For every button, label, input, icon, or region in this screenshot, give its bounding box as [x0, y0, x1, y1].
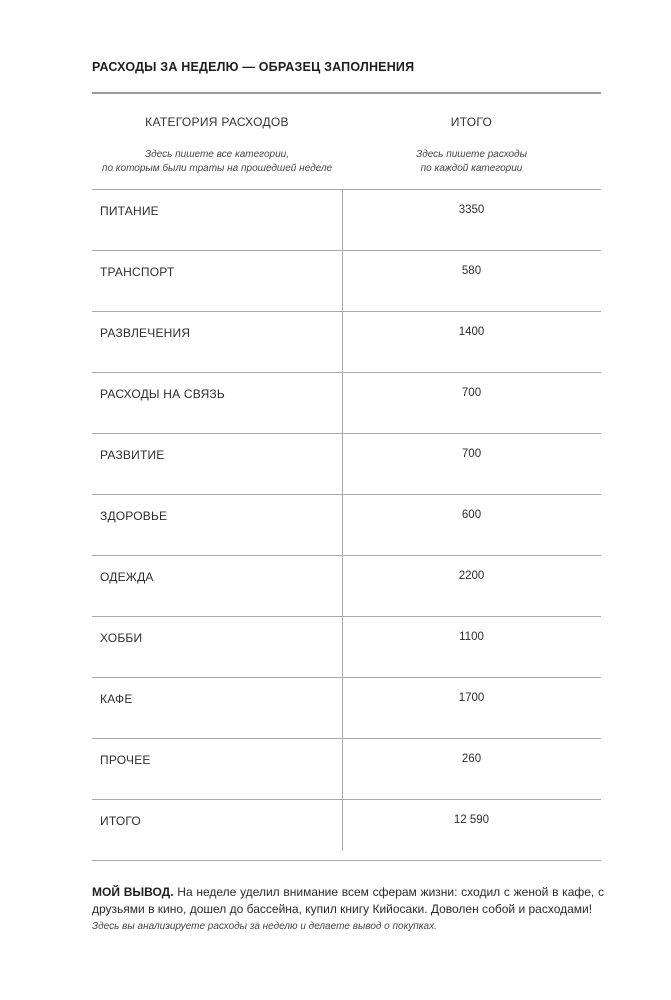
table-row-total [92, 799, 601, 861]
row-category: РАЗВИТИЕ [100, 448, 165, 462]
table-row [92, 738, 601, 799]
row-amount: 600 [461, 509, 482, 521]
page-title: РАСХОДЫ ЗА НЕДЕЛЮ — ОБРАЗЕЦ ЗАПОЛНЕНИЯ [92, 60, 415, 74]
row-category: РАЗВЛЕЧЕНИЯ [100, 326, 191, 340]
row-category: ЗДОРОВЬЕ [100, 509, 168, 523]
header-total-hint-line2: по каждой категории [420, 163, 523, 174]
table-row [92, 250, 601, 311]
header-total-hint [342, 148, 601, 176]
row-category: ПРОЧЕЕ [100, 753, 151, 767]
row-amount: 580 [461, 265, 482, 277]
row-category: ПИТАНИЕ [100, 204, 159, 218]
header-total-label: ИТОГО [450, 115, 493, 129]
conclusion-label: МОЙ ВЫВОД. [92, 885, 174, 899]
expenses-table [92, 189, 601, 861]
row-amount: 260 [461, 753, 482, 765]
table-header [92, 94, 601, 189]
conclusion-text: На неделе уделил внимание всем сферам жизни: сходил с женой в кафе, с друзьями в кино, дошел до бассейна, купил книгу Кийосаки. Доволен собой и расходами! [92, 885, 604, 916]
table-row [92, 677, 601, 738]
header-category-hint [92, 148, 342, 176]
table-row [92, 616, 601, 677]
conclusion-note: Здесь вы анализируете расходы за неделю и делаете вывод о покупках. [92, 921, 437, 932]
conclusion-paragraph [92, 884, 604, 918]
header-category-hint-line2: по которым были траты на прошедшей неделе [101, 163, 333, 174]
table-row [92, 433, 601, 494]
row-category: РАСХОДЫ НА СВЯЗЬ [100, 387, 225, 401]
header-category-label: КАТЕГОРИЯ РАСХОДОВ [145, 115, 289, 129]
header-total [342, 94, 601, 176]
row-amount: 1400 [458, 326, 485, 338]
table-row [92, 372, 601, 433]
table-row [92, 555, 601, 616]
row-amount: 1100 [459, 631, 484, 643]
row-amount: 700 [461, 387, 482, 399]
row-category: ХОББИ [100, 631, 143, 645]
row-amount: 2200 [458, 570, 485, 582]
header-category [92, 94, 342, 176]
table-row [92, 494, 601, 555]
row-category: КАФЕ [100, 692, 133, 706]
row-amount: 1700 [458, 692, 485, 704]
row-category: ОДЕЖДА [100, 570, 154, 584]
table-row [92, 311, 601, 372]
column-divider [342, 189, 343, 851]
header-category-hint-line1: Здесь пишете все категории, [145, 149, 289, 160]
row-category: ТРАНСПОРТ [100, 265, 175, 279]
row-amount: 3350 [458, 204, 485, 216]
row-category: ИТОГО [100, 814, 141, 828]
table-row [92, 189, 601, 250]
row-amount: 12 590 [453, 814, 490, 826]
row-amount: 700 [461, 448, 482, 460]
header-total-hint-line1: Здесь пишете расходы [416, 149, 527, 160]
